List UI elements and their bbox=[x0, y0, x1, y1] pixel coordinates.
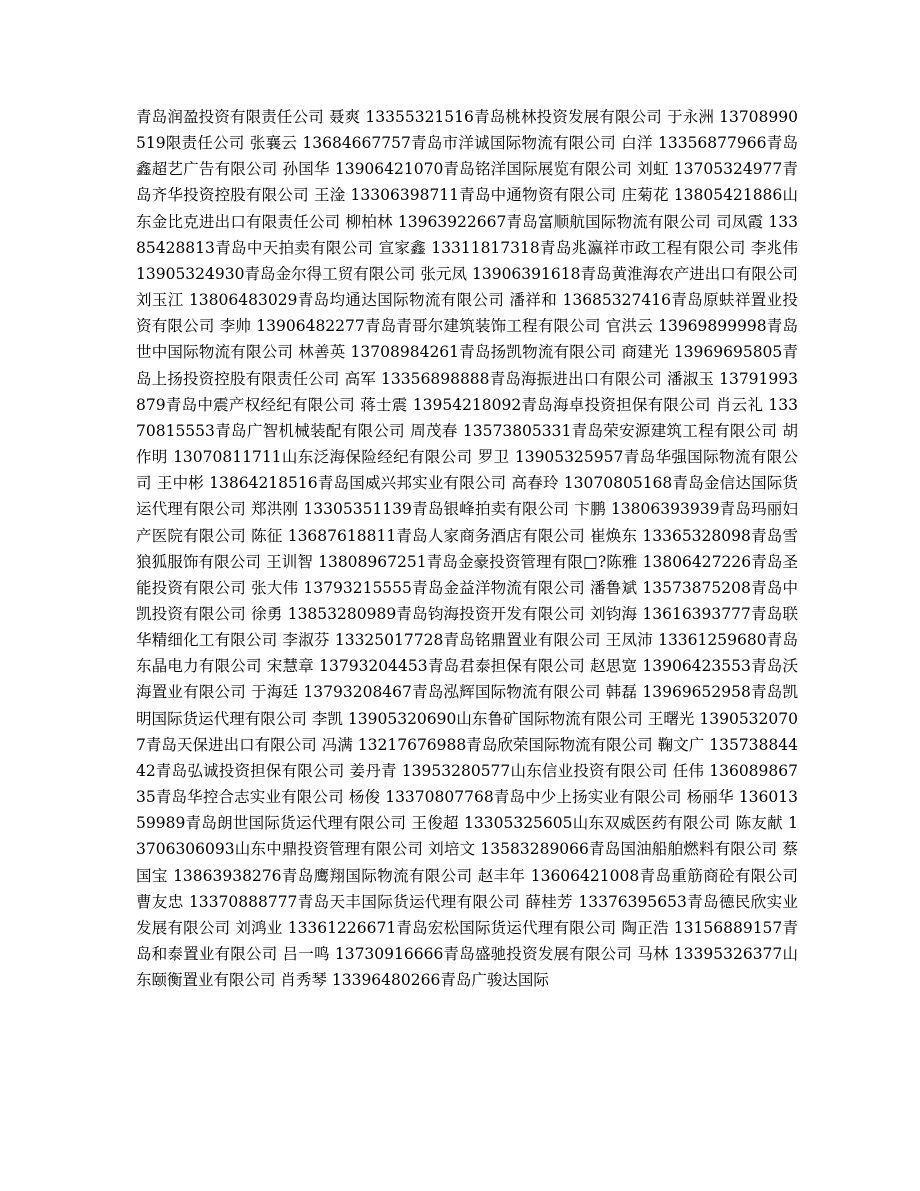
company-contact-list-text: 青岛润盈投资有限责任公司 聂爽 13355321516青岛桃林投资发展有限公司 于永洲 13708990519限责任公司 张襄云 13684667757青岛市洋诚国际物流有限公司 白洋 13356877966青岛鑫超艺广告有限公司 孙国华 13906421070青岛铭洋国际展览有限公司 刘虹 13705324977青岛齐华投资控股有限公司 王淦 13306398711青岛中通物资有限公司 庄菊花 13805421886山东金比克进出口有限责任公司 柳柏林 13963922667青岛富顺航国际物流有限公司 司凤霞 13385428813青岛中天拍卖有限公司 宣家鑫 13311817318青岛兆瀛祥市政工程有限公司 李兆伟 13905324930青岛金尔得工贸有限公司 张元凤 13906391618青岛黄淮海农产进出口有限公司 刘玉江 13806483029青岛均通达国际物流有限公司 潘祥和 13685327416青岛原蚨祥置业投资有限公司 李帅 13906482277青岛青哥尔建筑装饰工程有限公司 官洪云 13969899998青岛世中国际物流有限公司 林善英 13708984261青岛扬凯物流有限公司 商建光 13969695805青岛上扬投资控股有限责任公司 高军 13356898888青岛海振进出口有限公司 潘淑玉 13791993879青岛中震产权经纪有限公司 蒋士震 13954218092青岛海卓投资担保有限公司 肖云礼 13370815553青岛广智机械装配有限公司 周茂春 13573805331青岛荣安源建筑工程有限公司 胡作明 13070811711山东泛海保险经纪有限公司 罗卫 13905325957青岛华强国际物流有限公司 王中彬 13864218516青岛国威兴邦实业有限公司 高春玲 13070805168青岛金信达国际货运代理有限公司 郑洪刚 13305351139青岛银峰拍卖有限公司 卞鹏 13806393939青岛玛丽妇产医院有限公司 陈征 13687618811青岛人家商务酒店有限公司 崔焕东 13365328098青岛雪狼狐服饰有限公司 王训智 13808967251青岛金豪投资管理有限□?陈雅 13806427226青岛圣能投资有限公司 张大伟 13793215555青岛金益洋物流有限公司 潘鲁斌 13573875208青岛中凯投资有限公司 徐勇 13853280989青岛钧海投资开发有限公司 刘钧海 13616393777青岛联华精细化工有限公司 李淑芬 13325017728青岛铭鼎置业有限公司 王凤沛 13361259680青岛东晶电力有限公司 宋慧章 13793204453青岛君泰担保有限公司 赵思宽 13906423553青岛沃海置业有限公司 于海廷 13793208467青岛泓辉国际物流有限公司 韩磊 13969652958青岛凯明国际货运代理有限公司 李凯 13905320690山东鲁矿国际物流有限公司 王曙光 13905320707青岛天保进出口有限公司 冯满 13217676988青岛欣荣国际物流有限公司 鞠文广 13573884442青岛弘诚投资担保有限公司 姜丹青 13953280577山东信业投资有限公司 任伟 13608986735青岛华控合志实业有限公司 杨俊 13370807768青岛中少上扬实业有限公司 杨丽华 13601359989青岛朗世国际货运代理有限公司 王俊超 13305325605山东双威医药有限公司 陈友献 13706306093山东中鼎投资管理有限公司 刘培文 13583289066青岛国油船舶燃料有限公司 蔡国宝 13863938276青岛鹰翔国际物流有限公司 赵丰年 13606421008青岛重筋商砼有限公司 曹友忠 13370888777青岛天丰国际货运代理有限公司 薛桂芳 13376395653青岛德民欣实业发展有限公司 刘鸿业 13361226671青岛宏松国际货运代理有限公司 陶正浩 13156889157青岛和泰置业有限公司 吕一鸣 13730916666青岛盛驰投资发展有限公司 马林 13395326377山东颐衡置业有限公司 肖秀琴 13396480266青岛广骏达国际 bbox=[136, 108, 798, 990]
document-page bbox=[136, 104, 798, 993]
